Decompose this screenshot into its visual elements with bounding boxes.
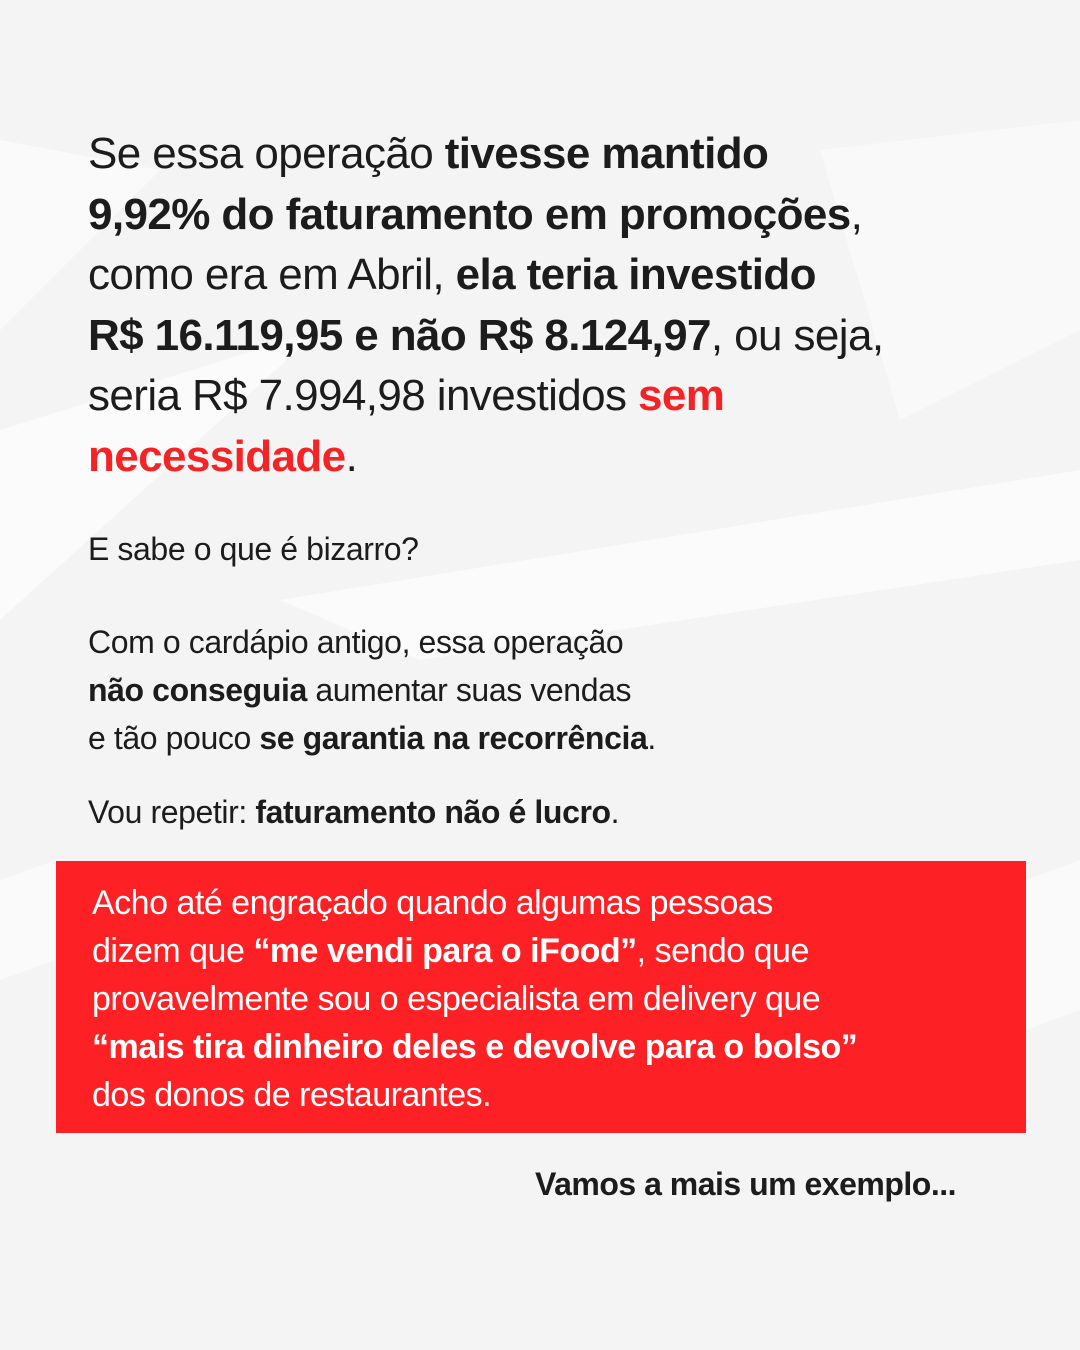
box-text: provavelmente sou o especialista em delivery que [92,980,821,1018]
cardapio-bold-text: se garantia na recorrência [259,720,648,756]
intro-paragraph [88,124,1018,487]
closing-text: Vamos a mais um exemplo... [535,1166,956,1202]
cardapio-bold-text: não conseguia [88,672,307,708]
box-quote: “mais tira dinheiro deles e devolve para o bolso” [92,1028,858,1066]
box-text: Acho até engraçado quando algumas pessoas [92,884,773,922]
cardapio-paragraph [88,618,1008,762]
repeat-bold-text: faturamento não é lucro [255,794,611,830]
cardapio-text: Com o cardápio antigo, essa operação [88,624,624,660]
intro-text: seria R$ 7.994,98 investidos [88,371,639,420]
intro-text: , ou seja, [710,310,884,360]
intro-bold-text: ela teria investido [455,250,816,299]
repeat-paragraph [88,788,1008,836]
highlight-box [56,861,1026,1133]
question-text: E sabe o que é bizarro? [88,531,419,567]
intro-bold-text: R$ 16.119,95 e não R$ 8.124,97 [88,310,711,360]
repeat-text: Vou repetir: [88,794,256,830]
box-text: dos donos de restaurantes. [92,1076,492,1114]
box-text: , sendo que [636,932,809,970]
intro-text: como era em Abril, [88,250,456,299]
cardapio-text: aumentar suas vendas [306,672,632,708]
box-text: dizem que [92,932,254,970]
intro-text: . [345,431,358,481]
intro-highlight-text: sem [638,371,725,420]
intro-bold-text: tivesse mantido [444,129,769,178]
intro-highlight-text: necessidade [88,431,346,481]
intro-text: Se essa operação [88,129,445,178]
intro-text: , [850,189,863,239]
repeat-text: . [610,794,620,830]
box-quote: “me vendi para o iFood” [253,932,637,970]
cardapio-text: . [647,720,656,756]
cardapio-text: e tão pouco [88,720,260,756]
intro-bold-text: 9,92% do faturamento em promoções [88,189,851,239]
question-paragraph [88,525,1008,573]
